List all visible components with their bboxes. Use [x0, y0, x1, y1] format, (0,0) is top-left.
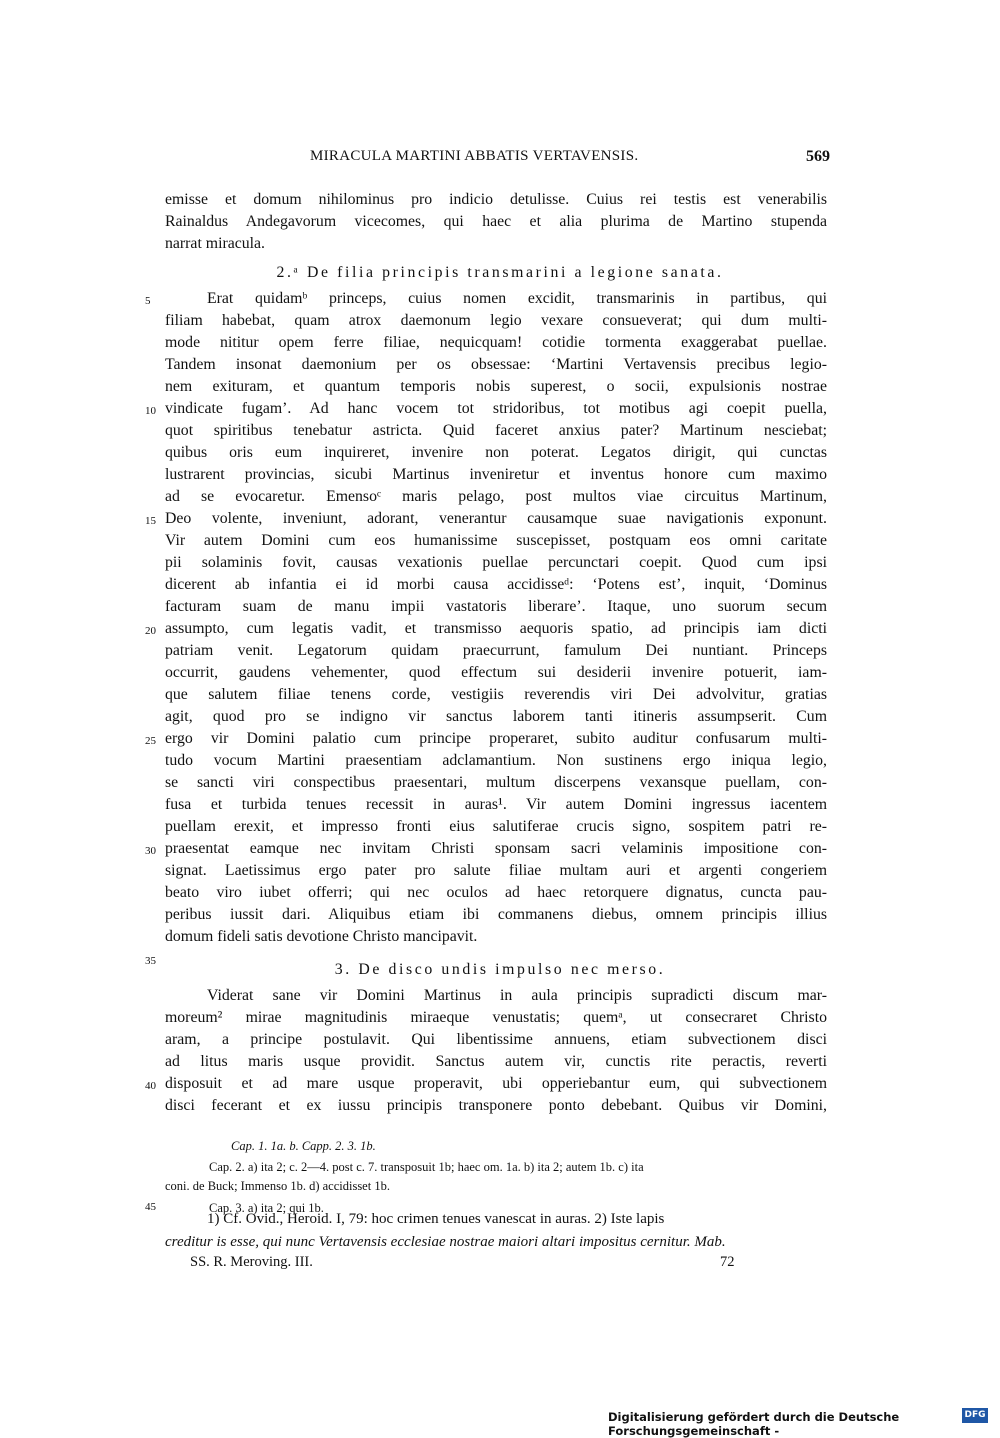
text-line: facturam suam de manu impii vastatoris liberare’. Itaque, uno suorum secum — [165, 598, 827, 615]
text-line: patriam venit. Legatorum quidam praecurrunt, famulum Dei nuntiant. Princeps — [165, 642, 827, 659]
text-line: lustrarent provincias, sicubi Martinus inveniretur et inventus honore cum maximo — [165, 466, 827, 483]
line-number: 15 — [145, 515, 156, 527]
text-line: emisse et domum nihilominus pro indicio detulisse. Cuius rei testis est venerabilis — [165, 191, 827, 208]
text-line: ergo vir Domini palatio cum principe properaret, subito auditur confusarum multi- — [165, 730, 827, 747]
text-line: disci fecerant et ex iussu principis transponere ponto debebant. Quibus vir Domini, — [165, 1097, 827, 1114]
apparatus-cap1: Cap. 1. 1a. b. Capp. 2. 3. 1b. — [231, 1139, 376, 1153]
text-line: puellam erexit, et impresso fronti eius salutiferae crucis signo, sospitem patri re- — [165, 818, 827, 835]
text-line: quibus oris eum inquireret, invenire non poterat. Legatos dirigit, qui cunctas — [165, 444, 827, 461]
line-number: 10 — [145, 405, 156, 417]
text-line: peribus iussit dari. Aliquibus etiam ibi commanens diebus, omnem principis illius — [165, 906, 827, 923]
text-line: dicerent ab infantia ei id morbi causa accidisseᵈ: ‘Potens est’, inquit, ‘Dominus — [165, 576, 827, 593]
text-line: nem exituram, et quantum temporis nobis superest, o socii, expulsionis nostrae — [165, 378, 827, 395]
text-line: Tandem insonat daemonium per os obsessae: ‘Martini Vertavensis precibus legio- — [165, 356, 827, 373]
text-line: Deo volente, inveniunt, adorant, venerantur causamque suae navigationis exponunt. — [165, 510, 827, 527]
chapter-heading-2: 2.ᵃ De filia principis transmarini a legione sanata. — [276, 264, 724, 281]
footnote-line: 1) Cf. Ovid., Heroid. I, 79: hoc crimen tenues vanescat in auras. 2) Iste lapis — [207, 1211, 665, 1227]
text-line: fusa et turbida tenues recessit in auras¹. Vir autem Domini ingressus iacentem — [165, 796, 827, 813]
dfg-logo: DFG — [962, 1408, 988, 1423]
text-line: moreum² mirae magnitudinis miraeque venustatis; quemᵃ, ut consecraret Christo — [165, 1009, 827, 1026]
text-line: Viderat sane vir Domini Martinus in aula principis supradicti discum mar- — [207, 987, 827, 1004]
text-line: aram, a principe postulavit. Qui libentissime annuens, etiam subvectionem disci — [165, 1031, 827, 1048]
line-number: 30 — [145, 845, 156, 857]
text-line: agit, quod pro se indigno vir sanctus laborem tanti itineris assumpserit. Cum — [165, 708, 827, 725]
text-line: pii solaminis fovit, causas vexationis puellae percunctari coepit. Quod cum ipsi — [165, 554, 827, 571]
apparatus-cap2-cont: coni. de Buck; Immenso 1b. d) accidisset 1b. — [165, 1179, 390, 1193]
text-line: se sancti viri conspectibus praesentari, multum discerpens vexansque puellam, con- — [165, 774, 827, 791]
text-line: ad litus maris usque providit. Sanctus autem vir, cunctis rite peractis, reverti — [165, 1053, 827, 1070]
line-number: 35 — [145, 955, 156, 967]
text-line: Vir autem Domini cum eos humanissime suscepisset, postquam eos omni caritate — [165, 532, 827, 549]
line-number: 40 — [145, 1080, 156, 1092]
text-line: praesentat eamque nec invitam Christi sponsam sacri velaminis impositione con- — [165, 840, 827, 857]
text-line: Erat quidamᵇ princeps, cuius nomen excidit, transmarinis in partibus, qui — [207, 290, 827, 307]
text-line: disposuit et ad mare usque properavit, ubi opperiebantur eum, qui subvectionem — [165, 1075, 827, 1092]
text-line: filiam habebat, quam atrox daemonum legio vexare consueverat; qui dum multi- — [165, 312, 827, 329]
footnote-line: creditur is esse, qui nunc Vertavensis ecclesiae nostrae maiori altari impositus cernitur. Mab. — [165, 1234, 726, 1250]
text-line: vindicate fugam’. Ad hanc vocem tot stridoribus, tot motibus agi coepit puella, — [165, 400, 827, 417]
line-number: 20 — [145, 625, 156, 637]
text-line: occurrit, gaudens vehementer, quod effectum sui desiderii invenire potuerit, iam- — [165, 664, 827, 681]
text-line: Rainaldus Andegavorum vicecomes, qui haec et alia plurima de Martino stupenda — [165, 213, 827, 230]
text-line: que salutem filiae tenens corde, vestigiis reverendis viri Dei advolvitur, gratias — [165, 686, 827, 703]
signature-series: SS. R. Meroving. III. — [190, 1254, 313, 1270]
chapter-heading-3: 3. De disco undis impulso nec merso. — [334, 961, 666, 978]
page-number: 569 — [806, 148, 830, 165]
apparatus-cap3: Cap. 3. a) ita 2; qui 1b. — [209, 1201, 324, 1215]
text-line: ad se evocaretur. Emensoᶜ maris pelago, post multos viae circuitus Martinum, — [165, 488, 827, 505]
text-line: beato viro iubet offerri; qui nec oculos ad haec retorquere dignatus, cuncta pau- — [165, 884, 827, 901]
text-line: mode nititur opem ferre filiae, nequicquam! cotidie tormenta exaggerabat puellae. — [165, 334, 827, 351]
line-number: 5 — [145, 295, 151, 307]
text-line: tudo vocum Martini praesentiam adclamantium. Non sustinens ergo iniqua legio, — [165, 752, 827, 769]
text-line: assumpto, cum legatis vadit, et transmisso aequoris spatio, ad principis iam dicti — [165, 620, 827, 637]
text-line: domum fideli satis devotione Christo mancipavit. — [165, 928, 478, 945]
line-number: 25 — [145, 735, 156, 747]
text-line: quot spiritibus tenebatur astricta. Quid faceret anxius pater? Martinum nesciebat; — [165, 422, 827, 439]
text-line: narrat miracula. — [165, 235, 265, 252]
signature-sheet: 72 — [720, 1254, 735, 1270]
apparatus-cap2: Cap. 2. a) ita 2; c. 2—4. post c. 7. transposuit 1b; haec om. 1a. b) ita 2; autem 1b. c) ita — [209, 1160, 644, 1174]
line-number: 45 — [145, 1201, 156, 1213]
running-header: MIRACULA MARTINI ABBATIS VERTAVENSIS. — [310, 148, 639, 164]
funding-notice: Digitalisierung gefördert durch die Deutsche Forschungsgemeinschaft - — [608, 1410, 900, 1438]
text-line: signat. Laetissimus ergo pater pro salute filiae multam auri et argenti congeriem — [165, 862, 827, 879]
